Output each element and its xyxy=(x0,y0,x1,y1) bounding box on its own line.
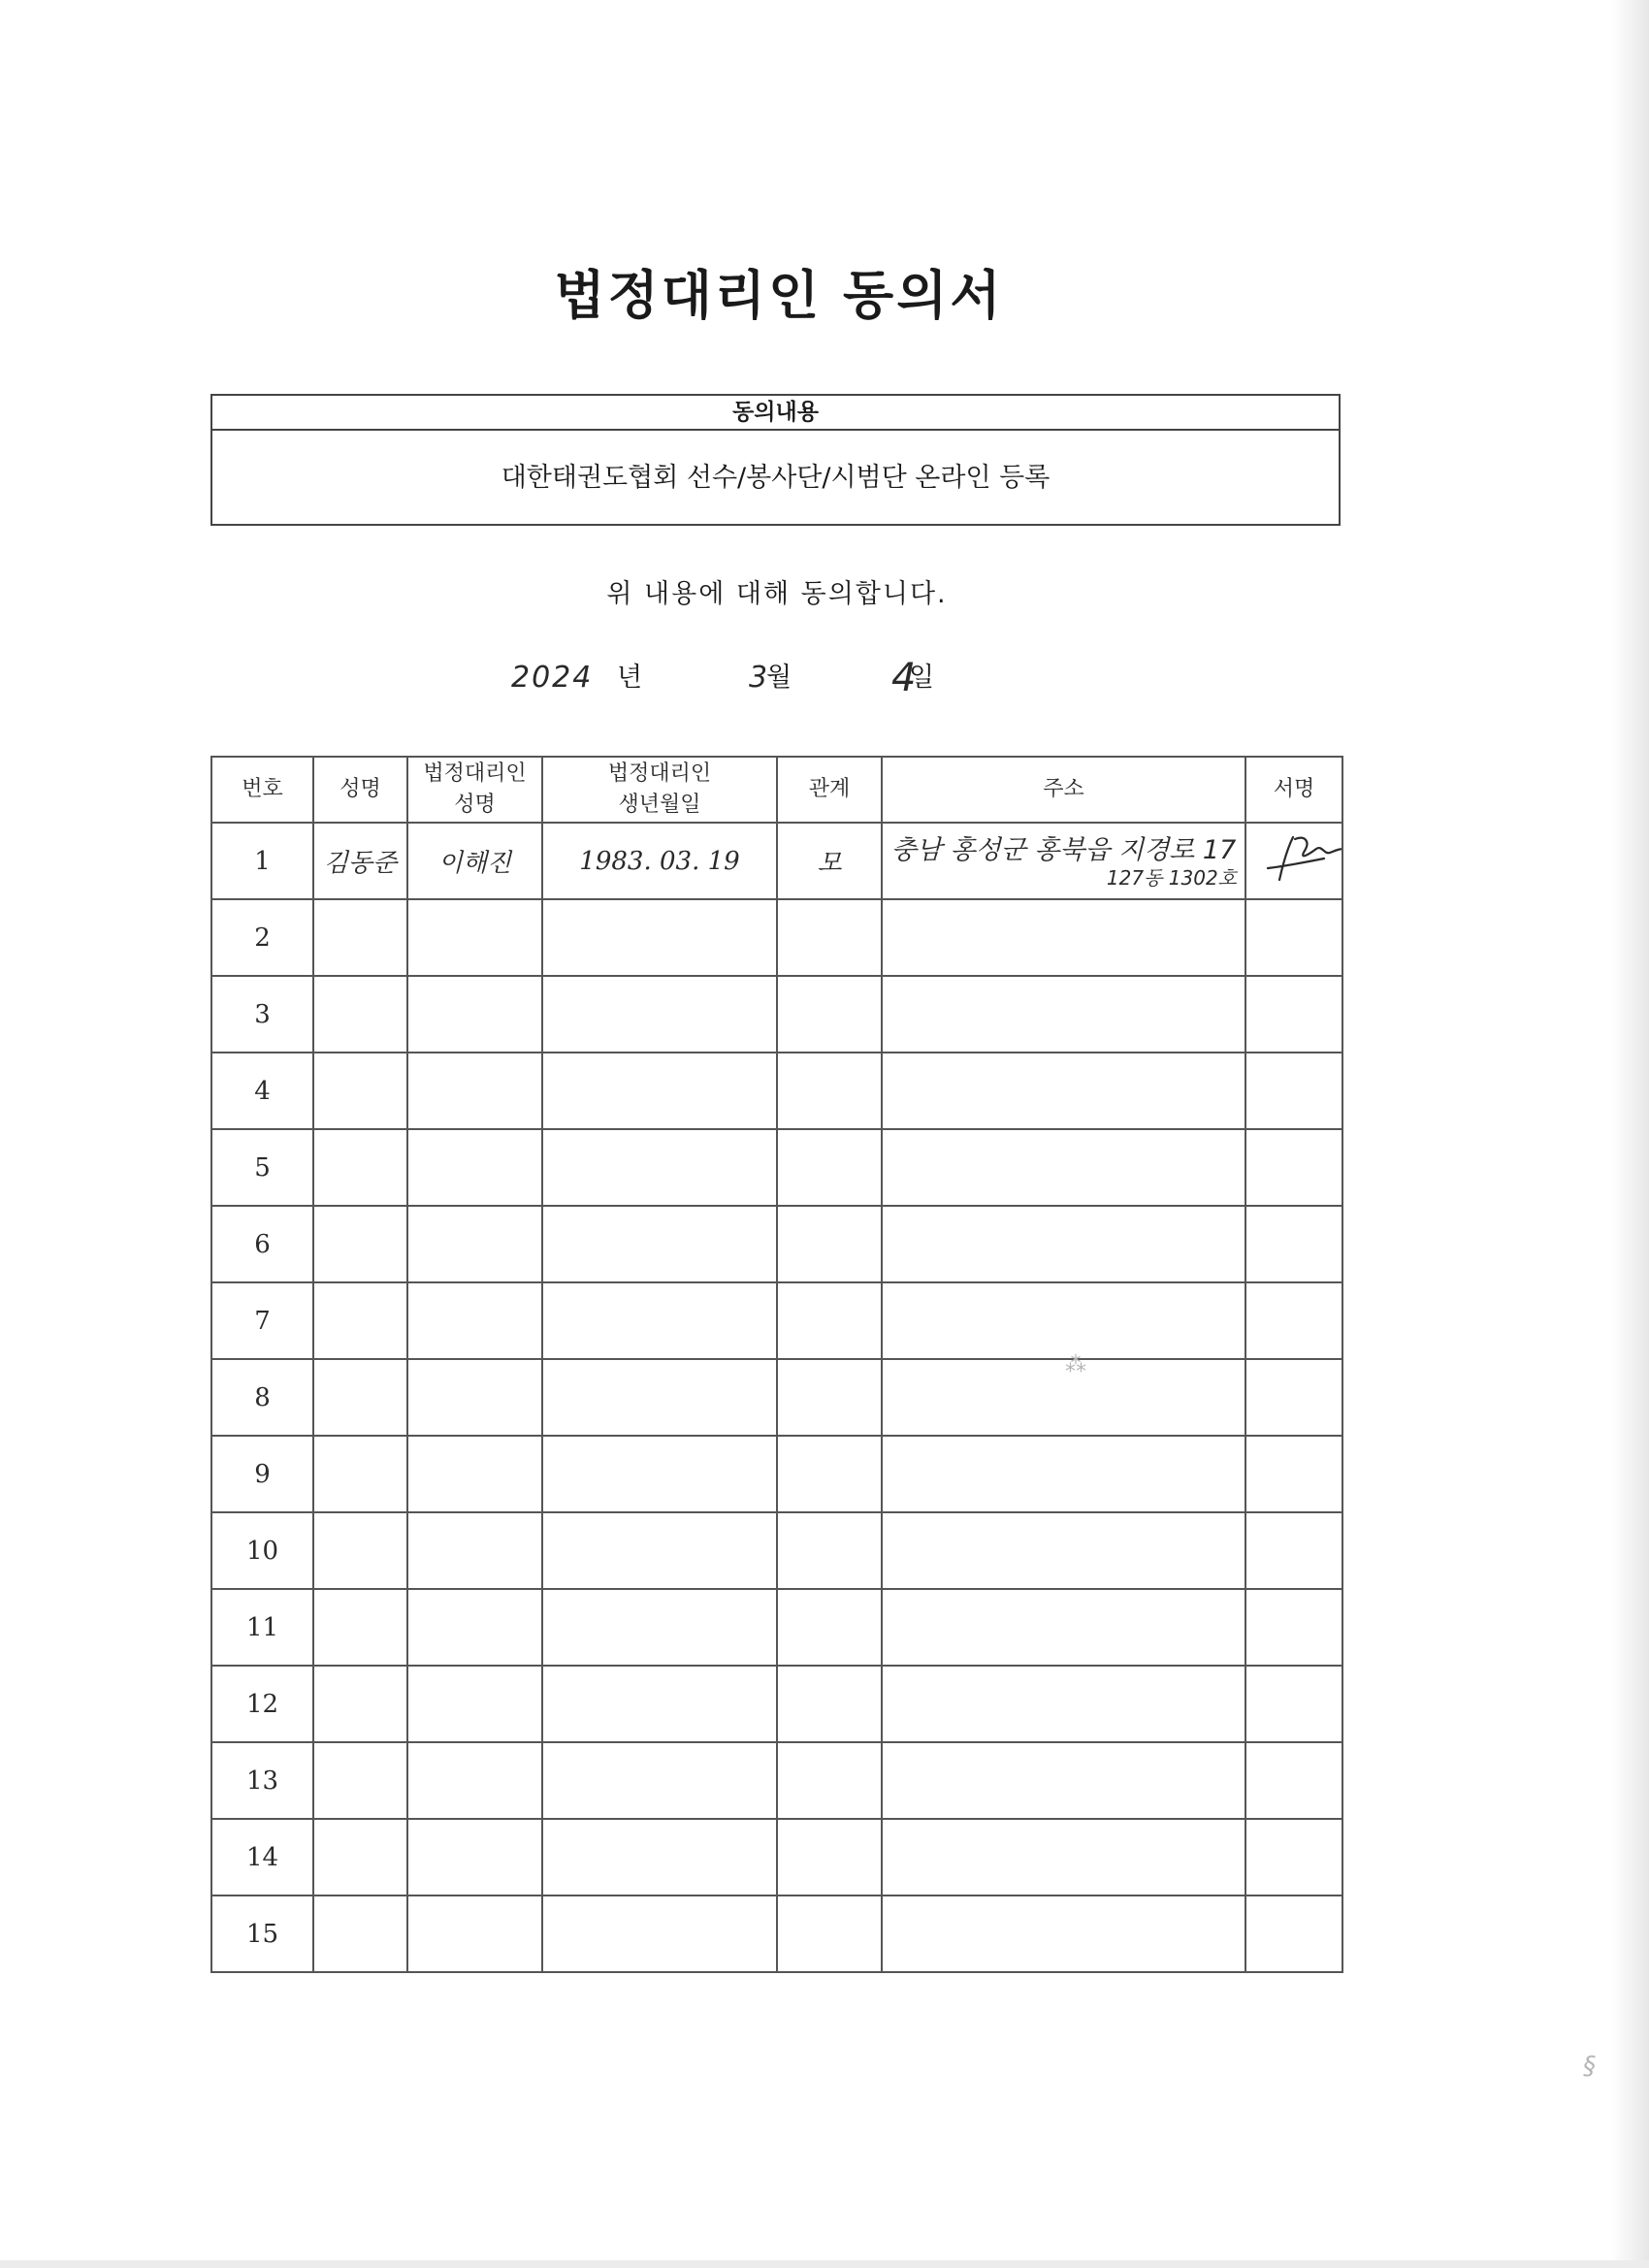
signature-scribble xyxy=(1266,829,1342,888)
table-row xyxy=(211,1589,1342,1666)
cell-name xyxy=(313,1206,407,1282)
header-guardian-name: 법정대리인 성명 xyxy=(407,757,542,823)
cell-signature xyxy=(1245,1895,1342,1972)
row-number: 5 xyxy=(211,1129,313,1206)
cell-name xyxy=(313,1359,407,1436)
consent-body: 대한태권도협회 선수/봉사단/시범단 온라인 등록 xyxy=(501,463,1051,493)
cell-relation xyxy=(777,1512,882,1589)
cell-guardian-birth xyxy=(542,1666,777,1742)
row-number: 9 xyxy=(211,1436,313,1512)
cell-relation xyxy=(777,1359,882,1436)
cell-address xyxy=(882,1895,1245,1972)
cell-signature xyxy=(1245,1666,1342,1742)
cell-address xyxy=(882,1666,1245,1742)
cell-guardian-birth xyxy=(542,976,777,1053)
cell-signature xyxy=(1245,1589,1342,1666)
table-header-row xyxy=(211,757,1342,823)
cell-relation: 모 xyxy=(777,823,882,899)
guardian-roster-table xyxy=(210,756,1343,1973)
table-row xyxy=(211,823,1342,899)
cell-guardian-name xyxy=(407,1512,542,1589)
cell-signature xyxy=(1245,1359,1342,1436)
cell-guardian-birth xyxy=(542,1359,777,1436)
cell-guardian-name xyxy=(407,1742,542,1819)
date-year-label: 년 xyxy=(617,663,643,693)
cell-address xyxy=(882,899,1245,976)
row-number: 6 xyxy=(211,1206,313,1282)
row-number: 2 xyxy=(211,899,313,976)
cell-name xyxy=(313,1895,407,1972)
cell-address xyxy=(882,1589,1245,1666)
consent-box xyxy=(210,394,1341,526)
address-line-2: 127동 1302호 xyxy=(1106,865,1237,890)
cell-signature xyxy=(1245,1512,1342,1589)
row-number: 14 xyxy=(211,1819,313,1895)
row-number: 7 xyxy=(211,1282,313,1359)
cell-relation xyxy=(777,1206,882,1282)
cell-guardian-name xyxy=(407,1589,542,1666)
cell-name xyxy=(313,1742,407,1819)
cell-signature xyxy=(1245,1053,1342,1129)
cell-signature xyxy=(1245,1282,1342,1359)
table-row xyxy=(211,1206,1342,1282)
cell-guardian-birth xyxy=(542,1589,777,1666)
cell-address xyxy=(882,1819,1245,1895)
cell-signature xyxy=(1245,1436,1342,1512)
cell-guardian-name xyxy=(407,976,542,1053)
cell-address xyxy=(882,1359,1245,1436)
cell-signature xyxy=(1245,1129,1342,1206)
cell-address xyxy=(882,1436,1245,1512)
cell-signature xyxy=(1245,823,1342,899)
cell-name xyxy=(313,1589,407,1666)
cell-guardian-birth xyxy=(542,1895,777,1972)
date-year-handwritten: 2024 xyxy=(511,661,594,695)
scan-artifact: ⁂ xyxy=(1065,1353,1086,1377)
cell-name xyxy=(313,1512,407,1589)
table-row xyxy=(211,1512,1342,1589)
cell-guardian-name xyxy=(407,1895,542,1972)
document-title: 법정대리인 동의서 xyxy=(554,265,1004,326)
cell-guardian-birth xyxy=(542,1206,777,1282)
cell-name xyxy=(313,1666,407,1742)
cell-relation xyxy=(777,1053,882,1129)
cell-guardian-name xyxy=(407,1819,542,1895)
cell-relation xyxy=(777,1436,882,1512)
cell-guardian-name xyxy=(407,1359,542,1436)
agree-statement: 위 내용에 대해 동의합니다. xyxy=(606,579,948,609)
cell-relation xyxy=(777,1129,882,1206)
cell-relation xyxy=(777,976,882,1053)
date-day-label: 일 xyxy=(909,663,935,693)
row-number: 13 xyxy=(211,1742,313,1819)
table-row xyxy=(211,899,1342,976)
table-row xyxy=(211,1282,1342,1359)
table-row xyxy=(211,1742,1342,1819)
cell-address xyxy=(882,1742,1245,1819)
cell-name xyxy=(313,976,407,1053)
cell-relation xyxy=(777,1819,882,1895)
row-number: 4 xyxy=(211,1053,313,1129)
cell-guardian-birth: 1983. 03. 19 xyxy=(542,823,777,899)
cell-guardian-name xyxy=(407,1282,542,1359)
cell-guardian-birth xyxy=(542,1819,777,1895)
cell-guardian-name xyxy=(407,1206,542,1282)
cell-relation xyxy=(777,1666,882,1742)
row-number: 15 xyxy=(211,1895,313,1972)
cell-address xyxy=(882,1512,1245,1589)
table-row xyxy=(211,1359,1342,1436)
row-number: 12 xyxy=(211,1666,313,1742)
cell-guardian-name xyxy=(407,1436,542,1512)
cell-signature xyxy=(1245,1819,1342,1895)
row-number: 3 xyxy=(211,976,313,1053)
cell-address xyxy=(882,1206,1245,1282)
cell-relation xyxy=(777,899,882,976)
cell-signature xyxy=(1245,976,1342,1053)
cell-address xyxy=(882,1282,1245,1359)
row-number: 10 xyxy=(211,1512,313,1589)
header-no: 번호 xyxy=(211,757,313,823)
cell-address xyxy=(882,1129,1245,1206)
cell-guardian-name xyxy=(407,1666,542,1742)
date-day-handwritten: 4 xyxy=(891,656,917,700)
cell-address xyxy=(882,1053,1245,1129)
cell-relation xyxy=(777,1589,882,1666)
cell-relation xyxy=(777,1742,882,1819)
header-name: 성명 xyxy=(313,757,407,823)
cell-guardian-name xyxy=(407,1053,542,1129)
cell-guardian-birth xyxy=(542,1512,777,1589)
row-number: 1 xyxy=(211,823,313,899)
cell-address xyxy=(882,976,1245,1053)
table-row xyxy=(211,1436,1342,1512)
row-number: 8 xyxy=(211,1359,313,1436)
cell-name: 김동준 xyxy=(313,823,407,899)
table-row xyxy=(211,1819,1342,1895)
scan-bottom-edge xyxy=(0,2260,1649,2268)
cell-guardian-birth xyxy=(542,1129,777,1206)
table-row xyxy=(211,1895,1342,1972)
scan-artifact: § xyxy=(1583,2052,1596,2081)
table-row xyxy=(211,1053,1342,1129)
cell-guardian-birth xyxy=(542,1436,777,1512)
header-relation: 관계 xyxy=(777,757,882,823)
header-signature: 서명 xyxy=(1245,757,1342,823)
table-row xyxy=(211,976,1342,1053)
cell-signature xyxy=(1245,899,1342,976)
cell-guardian-birth xyxy=(542,1053,777,1129)
date-month-handwritten: 3 xyxy=(749,661,768,695)
row-number: 11 xyxy=(211,1589,313,1666)
date-month-label: 월 xyxy=(766,663,792,693)
cell-signature xyxy=(1245,1206,1342,1282)
cell-signature xyxy=(1245,1742,1342,1819)
cell-guardian-birth xyxy=(542,1282,777,1359)
cell-name xyxy=(313,1129,407,1206)
scan-edge-shadow xyxy=(1610,0,1649,2268)
cell-address xyxy=(882,823,1245,899)
cell-guardian-name xyxy=(407,899,542,976)
cell-guardian-birth xyxy=(542,899,777,976)
cell-guardian-name: 이해진 xyxy=(407,823,542,899)
header-guardian-birth: 법정대리인 생년월일 xyxy=(542,757,777,823)
cell-relation xyxy=(777,1282,882,1359)
address-line-1: 충남 홍성군 홍북읍 지경로 17 xyxy=(890,834,1237,865)
cell-guardian-name xyxy=(407,1129,542,1206)
table-body xyxy=(211,823,1342,1972)
header-address: 주소 xyxy=(882,757,1245,823)
consent-header: 동의내용 xyxy=(212,396,1339,431)
cell-name xyxy=(313,1436,407,1512)
cell-name xyxy=(313,1282,407,1359)
cell-guardian-birth xyxy=(542,1742,777,1819)
cell-name xyxy=(313,1053,407,1129)
table-row xyxy=(211,1666,1342,1742)
cell-name xyxy=(313,1819,407,1895)
cell-relation xyxy=(777,1895,882,1972)
table-row xyxy=(211,1129,1342,1206)
date-line xyxy=(0,654,1649,712)
cell-name xyxy=(313,899,407,976)
